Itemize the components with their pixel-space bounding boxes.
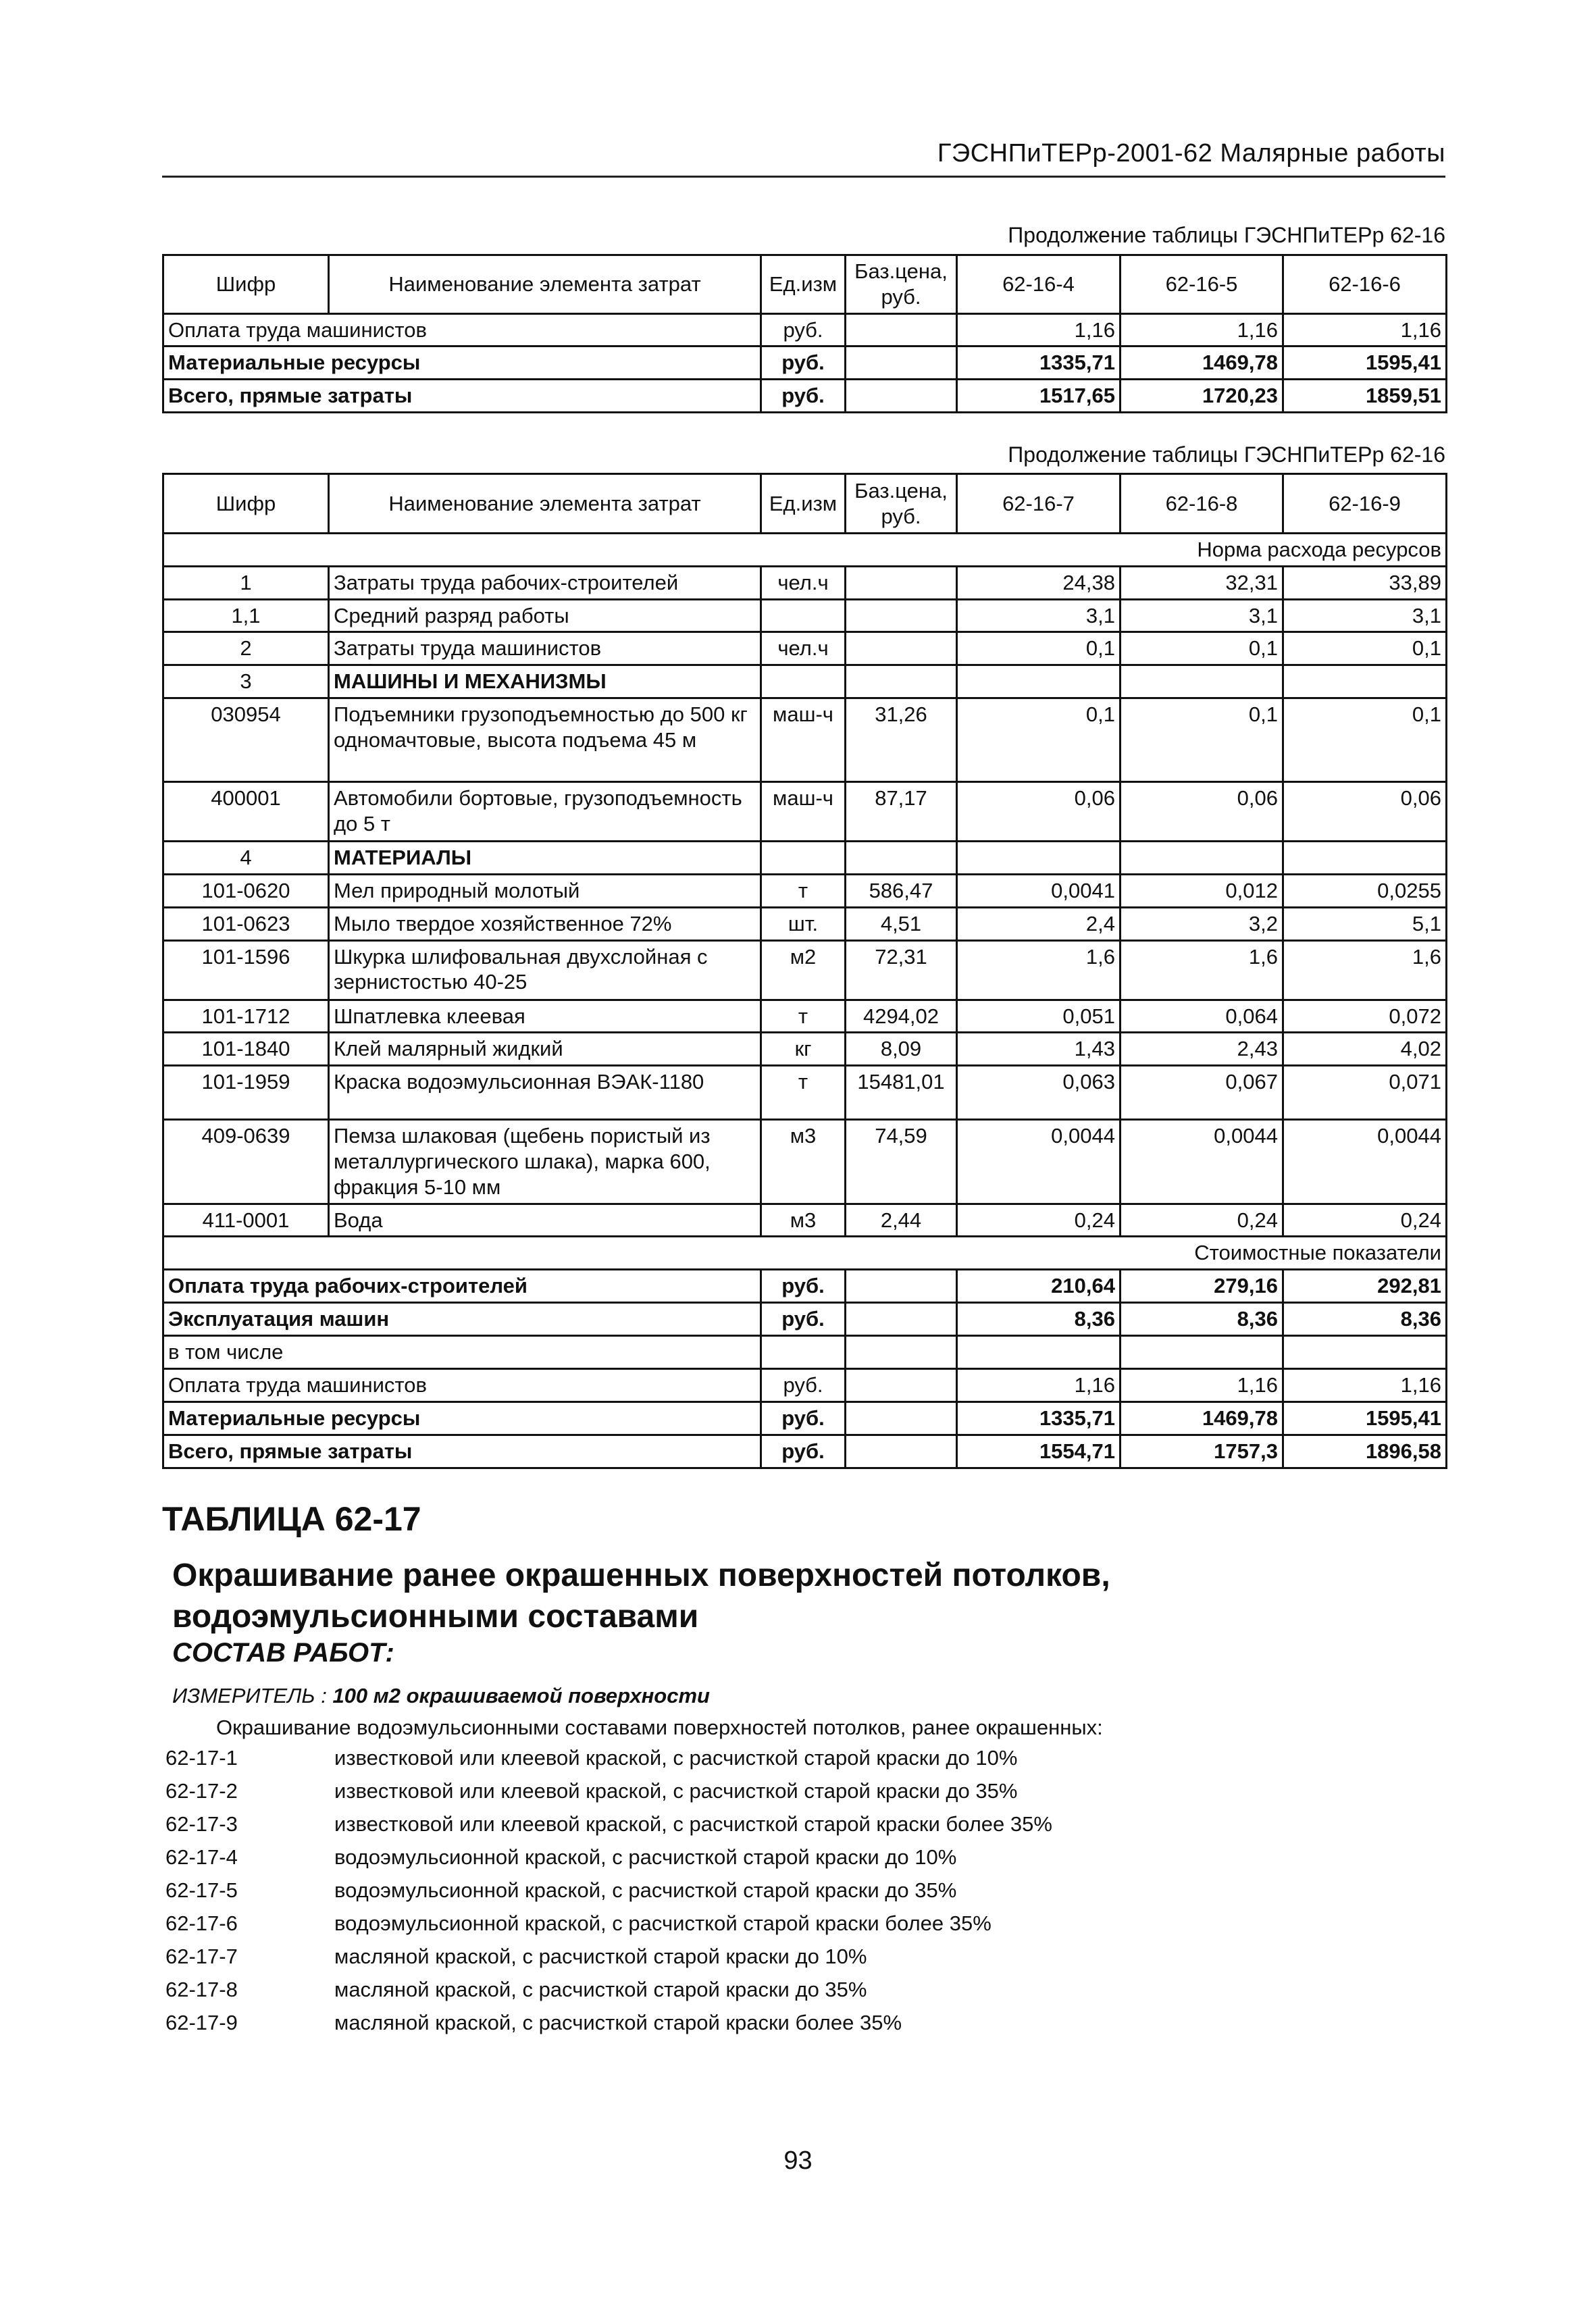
row-unit: м2 — [761, 940, 846, 1000]
row-value: 0,0044 — [1283, 1120, 1447, 1204]
cost-label-row — [163, 1237, 1447, 1270]
row-unit — [761, 599, 846, 632]
row-name: Клей малярный жидкий — [329, 1033, 761, 1066]
row-value: 0,051 — [957, 1000, 1121, 1033]
row-unit — [761, 842, 846, 875]
row-code: 101-1712 — [163, 1000, 329, 1033]
row-value — [1121, 665, 1283, 698]
section-subtitle: Окрашивание ранее окрашенных поверхностей потолков, водоэмульсионными составами — [172, 1558, 1110, 1635]
row-value: 0,0041 — [957, 874, 1121, 907]
header-rule — [162, 176, 1445, 178]
row-code: 409-0639 — [163, 1120, 329, 1204]
work-composition-label: СОСТАВ РАБОТ: — [172, 1638, 394, 1668]
header-price: Баз.цена, руб. — [846, 255, 957, 314]
row-unit: чел.ч — [761, 566, 846, 599]
cost-table-62-16-part1 — [162, 254, 1447, 413]
running-header: ГЭСНПиТЕРр-2001-62 Малярные работы — [937, 139, 1445, 168]
item-code: 62-17-9 — [165, 2011, 238, 2034]
item-text: масляной краской, с расчисткой старой краски более 35% — [334, 2011, 902, 2034]
header-name: Наименование элемента затрат — [329, 255, 761, 314]
list-item — [165, 1779, 1052, 1812]
table-row — [163, 907, 1447, 940]
row-unit: маш-ч — [761, 698, 846, 782]
row-value: 1757,3 — [1121, 1435, 1283, 1468]
row-value: 1,16 — [1283, 1369, 1447, 1402]
row-value: 1720,23 — [1121, 380, 1283, 413]
row-value: 1,6 — [1283, 940, 1447, 1000]
row-name: Материальные ресурсы — [163, 1402, 761, 1435]
item-text: водоэмульсионной краской, с расчисткой старой краски более 35% — [334, 1911, 992, 1935]
row-price: 8,09 — [846, 1033, 957, 1066]
list-item — [165, 1878, 1052, 1911]
row-value: 0,0044 — [957, 1120, 1121, 1204]
row-value: 0,0044 — [1121, 1120, 1283, 1204]
row-code: 030954 — [163, 698, 329, 782]
row-name: Всего, прямые затраты — [163, 380, 761, 413]
row-code: 2 — [163, 632, 329, 665]
table-row — [163, 599, 1447, 632]
row-price: 4294,02 — [846, 1000, 957, 1033]
cost-row — [163, 1303, 1447, 1336]
row-value: 1,16 — [1121, 313, 1283, 346]
table-row — [163, 874, 1447, 907]
row-unit: т — [761, 1066, 846, 1120]
table-row — [163, 842, 1447, 875]
table-row — [163, 632, 1447, 665]
row-value: 0,06 — [957, 782, 1121, 842]
table-row — [163, 782, 1447, 842]
measure-line — [172, 1684, 710, 1708]
table-title: ТАБЛИЦА 62-17 — [162, 1500, 421, 1538]
row-code: 400001 — [163, 782, 329, 842]
row-value: 1859,51 — [1283, 380, 1447, 413]
item-text: масляной краской, с расчисткой старой краски до 35% — [334, 1978, 867, 2001]
row-price — [846, 566, 957, 599]
list-item — [165, 1911, 1052, 1945]
item-text: масляной краской, с расчисткой старой краски до 10% — [334, 1945, 867, 1968]
row-value: 1896,58 — [1283, 1435, 1447, 1468]
row-unit: маш-ч — [761, 782, 846, 842]
row-unit: руб. — [761, 380, 846, 413]
table-row — [163, 346, 1447, 380]
row-value — [957, 842, 1121, 875]
row-value: 0,071 — [1283, 1066, 1447, 1120]
row-price: 2,44 — [846, 1204, 957, 1237]
row-name: Пемза шлаковая (щебень пористый из металлургического шлака), марка 600, фракция 5-10 мм — [329, 1120, 761, 1204]
row-unit: чел.ч — [761, 632, 846, 665]
row-value: 0,1 — [1121, 632, 1283, 665]
row-price — [846, 346, 957, 380]
row-value: 3,1 — [957, 599, 1121, 632]
row-name: Шпатлевка клеевая — [329, 1000, 761, 1033]
cost-row — [163, 1402, 1447, 1435]
row-value: 0,1 — [1283, 698, 1447, 782]
row-value: 3,2 — [1121, 907, 1283, 940]
row-unit — [761, 665, 846, 698]
item-code: 62-17-1 — [165, 1746, 238, 1770]
row-name: Краска водоэмульсионная ВЭАК-1180 — [329, 1066, 761, 1120]
row-unit: руб. — [761, 1303, 846, 1336]
row-unit: м3 — [761, 1204, 846, 1237]
row-value: 24,38 — [957, 566, 1121, 599]
row-value: 0,0255 — [1283, 874, 1447, 907]
table-row — [163, 1204, 1447, 1237]
row-unit: т — [761, 1000, 846, 1033]
row-name: Материальные ресурсы — [163, 346, 761, 380]
row-value: 0,064 — [1121, 1000, 1283, 1033]
header-name: Наименование элемента затрат — [329, 474, 761, 534]
row-value: 0,1 — [957, 632, 1121, 665]
row-code: 1,1 — [163, 599, 329, 632]
row-value: 0,012 — [1121, 874, 1283, 907]
row-price: 4,51 — [846, 907, 957, 940]
row-name: Вода — [329, 1204, 761, 1237]
row-unit: руб. — [761, 346, 846, 380]
row-value: 8,36 — [957, 1303, 1121, 1336]
row-value: 1595,41 — [1283, 346, 1447, 380]
table-row — [163, 566, 1447, 599]
row-price — [846, 632, 957, 665]
row-value — [1121, 1336, 1283, 1369]
row-value: 1,16 — [957, 313, 1121, 346]
row-name: Оплата труда машинистов — [163, 313, 761, 346]
row-unit: м3 — [761, 1120, 846, 1204]
row-price: 31,26 — [846, 698, 957, 782]
row-code: 101-0623 — [163, 907, 329, 940]
row-code: 411-0001 — [163, 1204, 329, 1237]
table-row — [163, 665, 1447, 698]
row-value: 1554,71 — [957, 1435, 1121, 1468]
row-price — [846, 665, 957, 698]
row-code: 101-1840 — [163, 1033, 329, 1066]
item-text: водоэмульсионной краской, с расчисткой старой краски до 10% — [334, 1845, 957, 1869]
row-price — [846, 380, 957, 413]
item-code: 62-17-2 — [165, 1779, 238, 1803]
row-value: 1595,41 — [1283, 1402, 1447, 1435]
row-value: 32,31 — [1121, 566, 1283, 599]
table-row — [163, 698, 1447, 782]
row-unit — [761, 1336, 846, 1369]
table1-continuation: Продолжение таблицы ГЭСНПиТЕРр 62-16 — [1008, 223, 1445, 247]
table-row — [163, 380, 1447, 413]
row-value: 292,81 — [1283, 1270, 1447, 1303]
row-value: 0,24 — [1121, 1204, 1283, 1237]
row-value: 0,24 — [957, 1204, 1121, 1237]
row-name: Затраты труда машинистов — [329, 632, 761, 665]
cost-row — [163, 1270, 1447, 1303]
row-value: 5,1 — [1283, 907, 1447, 940]
header-col-3: 62-16-6 — [1283, 255, 1447, 314]
header-unit: Ед.изм — [761, 474, 846, 534]
row-value: 1,16 — [1121, 1369, 1283, 1402]
row-name: Мел природный молотый — [329, 874, 761, 907]
row-code: 1 — [163, 566, 329, 599]
header-col-1: 62-16-4 — [957, 255, 1121, 314]
row-price — [846, 1336, 957, 1369]
row-value: 0,063 — [957, 1066, 1121, 1120]
table-row — [163, 1000, 1447, 1033]
row-value — [1121, 842, 1283, 875]
row-price — [846, 1435, 957, 1468]
page-number: 93 — [783, 2146, 813, 2175]
list-item — [165, 2011, 1052, 2044]
row-unit: руб. — [761, 313, 846, 346]
row-value: 4,02 — [1283, 1033, 1447, 1066]
row-name: МАШИНЫ И МЕХАНИЗМЫ — [329, 665, 761, 698]
row-value: 8,36 — [1121, 1303, 1283, 1336]
item-code: 62-17-8 — [165, 1978, 238, 2001]
work-items-list — [165, 1746, 1052, 2044]
table-row — [163, 313, 1447, 346]
row-code: 101-1959 — [163, 1066, 329, 1120]
row-name: Всего, прямые затраты — [163, 1435, 761, 1468]
cost-row — [163, 1435, 1447, 1468]
row-value: 2,43 — [1121, 1033, 1283, 1066]
row-value: 0,1 — [957, 698, 1121, 782]
row-value: 1335,71 — [957, 1402, 1121, 1435]
row-unit: руб. — [761, 1270, 846, 1303]
row-value: 0,1 — [1121, 698, 1283, 782]
header-col-1: 62-16-7 — [957, 474, 1121, 534]
header-code: Шифр — [163, 474, 329, 534]
row-value: 1335,71 — [957, 346, 1121, 380]
row-unit: руб. — [761, 1435, 846, 1468]
row-price: 586,47 — [846, 874, 957, 907]
work-intro: Окрашивание водоэмульсионными составами поверхностей потолков, ранее окрашенных: — [216, 1716, 1103, 1739]
item-text: известковой или клеевой краской, с расчисткой старой краски до 10% — [334, 1746, 1018, 1770]
row-value: 0,06 — [1121, 782, 1283, 842]
row-name: Средний разряд работы — [329, 599, 761, 632]
row-code: 4 — [163, 842, 329, 875]
item-code: 62-17-4 — [165, 1845, 238, 1869]
row-value: 33,89 — [1283, 566, 1447, 599]
row-name: Мыло твердое хозяйственное 72% — [329, 907, 761, 940]
list-item — [165, 1845, 1052, 1878]
row-value: 0,06 — [1283, 782, 1447, 842]
header-code: Шифр — [163, 255, 329, 314]
row-price — [846, 313, 957, 346]
cost-label: Стоимостные показатели — [163, 1237, 1447, 1270]
cost-row — [163, 1336, 1447, 1369]
row-value: 279,16 — [1121, 1270, 1283, 1303]
item-code: 62-17-3 — [165, 1812, 238, 1836]
row-name: МАТЕРИАЛЫ — [329, 842, 761, 875]
row-value: 3,1 — [1121, 599, 1283, 632]
row-name: Затраты труда рабочих-строителей — [329, 566, 761, 599]
row-value: 1469,78 — [1121, 1402, 1283, 1435]
row-value — [1283, 842, 1447, 875]
row-price — [846, 599, 957, 632]
row-price: 72,31 — [846, 940, 957, 1000]
list-item — [165, 1978, 1052, 2011]
row-unit: т — [761, 874, 846, 907]
item-code: 62-17-7 — [165, 1945, 238, 1968]
row-price — [846, 1303, 957, 1336]
row-value — [957, 665, 1121, 698]
row-value — [1283, 1336, 1447, 1369]
header-price: Баз.цена, руб. — [846, 474, 957, 534]
cost-row — [163, 1369, 1447, 1402]
row-value: 210,64 — [957, 1270, 1121, 1303]
row-value: 1,16 — [1283, 313, 1447, 346]
row-value: 1469,78 — [1121, 346, 1283, 380]
table-row — [163, 1066, 1447, 1120]
list-item — [165, 1746, 1052, 1779]
cost-table-62-16-part2 — [162, 473, 1447, 1469]
table2-continuation: Продолжение таблицы ГЭСНПиТЕРр 62-16 — [1008, 442, 1445, 467]
list-item — [165, 1812, 1052, 1845]
row-name: Шкурка шлифовальная двухслойная с зернистостью 40-25 — [329, 940, 761, 1000]
row-value: 1,6 — [1121, 940, 1283, 1000]
header-unit: Ед.изм — [761, 255, 846, 314]
measure-value: 100 м2 окрашиваемой поверхности — [332, 1684, 710, 1707]
measure-label: ИЗМЕРИТЕЛЬ : — [172, 1684, 327, 1707]
row-price: 15481,01 — [846, 1066, 957, 1120]
row-unit: руб. — [761, 1402, 846, 1435]
row-code: 3 — [163, 665, 329, 698]
header-col-2: 62-16-5 — [1121, 255, 1283, 314]
row-value: 0,1 — [1283, 632, 1447, 665]
row-name: Подъемники грузоподъемностью до 500 кг одномачтовые, высота подъема 45 м — [329, 698, 761, 782]
row-price — [846, 1369, 957, 1402]
table-row — [163, 1033, 1447, 1066]
row-price — [846, 1270, 957, 1303]
table-row — [163, 940, 1447, 1000]
row-price: 74,59 — [846, 1120, 957, 1204]
table-row — [163, 1120, 1447, 1204]
row-price — [846, 842, 957, 875]
item-text: водоэмульсионной краской, с расчисткой старой краски до 35% — [334, 1878, 957, 1902]
row-value: 1,43 — [957, 1033, 1121, 1066]
list-item — [165, 1945, 1052, 1978]
row-unit: шт. — [761, 907, 846, 940]
norm-label: Норма расхода ресурсов — [163, 534, 1447, 567]
row-value: 1,16 — [957, 1369, 1121, 1402]
header-col-3: 62-16-9 — [1283, 474, 1447, 534]
row-value: 0,072 — [1283, 1000, 1447, 1033]
row-name: в том числе — [163, 1336, 761, 1369]
item-code: 62-17-5 — [165, 1878, 238, 1902]
row-value: 0,24 — [1283, 1204, 1447, 1237]
row-value: 3,1 — [1283, 599, 1447, 632]
row-price — [846, 1402, 957, 1435]
row-name: Оплата труда машинистов — [163, 1369, 761, 1402]
item-text: известковой или клеевой краской, с расчисткой старой краски до 35% — [334, 1779, 1018, 1803]
row-price: 87,17 — [846, 782, 957, 842]
row-value: 1,6 — [957, 940, 1121, 1000]
row-name: Автомобили бортовые, грузоподъемность до 5 т — [329, 782, 761, 842]
row-value — [957, 1336, 1121, 1369]
header-col-2: 62-16-8 — [1121, 474, 1283, 534]
row-value: 2,4 — [957, 907, 1121, 940]
row-value: 8,36 — [1283, 1303, 1447, 1336]
row-value: 0,067 — [1121, 1066, 1283, 1120]
row-unit: руб. — [761, 1369, 846, 1402]
row-code: 101-1596 — [163, 940, 329, 1000]
row-value — [1283, 665, 1447, 698]
item-code: 62-17-6 — [165, 1911, 238, 1935]
row-name: Эксплуатация машин — [163, 1303, 761, 1336]
row-name: Оплата труда рабочих-строителей — [163, 1270, 761, 1303]
item-text: известковой или клеевой краской, с расчисткой старой краски более 35% — [334, 1812, 1052, 1836]
row-unit: кг — [761, 1033, 846, 1066]
row-code: 101-0620 — [163, 874, 329, 907]
row-value: 1517,65 — [957, 380, 1121, 413]
